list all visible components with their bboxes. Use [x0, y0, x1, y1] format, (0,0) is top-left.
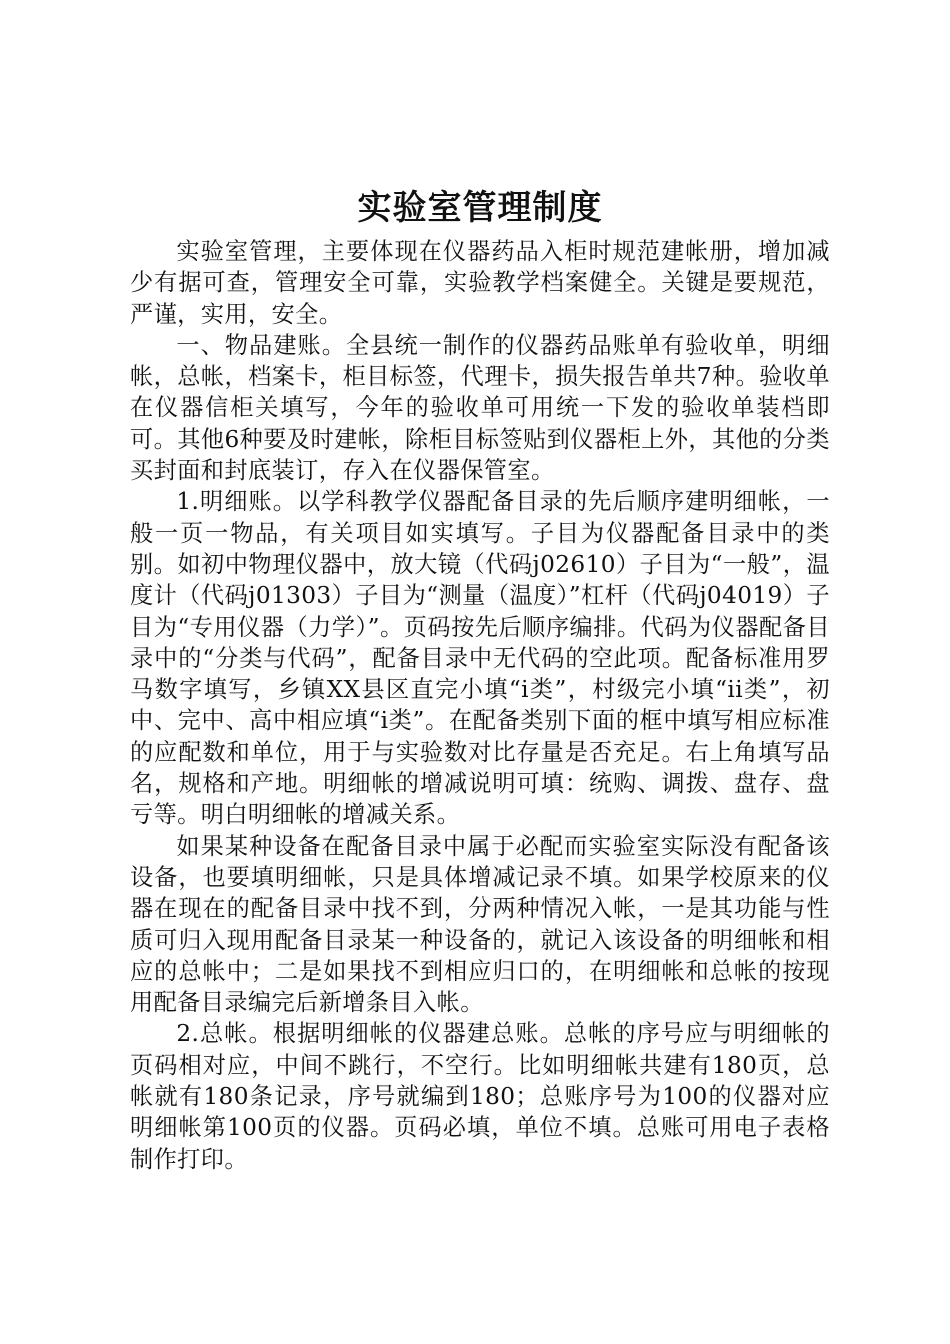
paragraph-general-ledger: 2.总帐。根据明细帐的仪器建总账。总帐的序号应与明细帐的页码相对应，中间不跳行，不空行。比如明细帐共建有180页，总帐就有180条记录，序号就编到180；总账序号为100的仪器对应明细帐第100页的仪器。页码必填，单位不填。总账可用电子表格制作打印。: [130, 1020, 830, 1173]
paragraph-detail-ledger: 1.明细账。以学科教学仪器配备目录的先后顺序建明细帐，一般一页一物品，有关项目如实填写。子目为仪器配备目录中的类别。如初中物理仪器中，放大镜（代码j02610）子目为“一般”，温度计（代码j01303）子目为“测量（温度）”杠杆（代码j04019）子目为“专用仪器（力学）”。页码按先后顺序编排。代码为仪器配备目录中的“分类与代码”，配备目录中无代码的空此项。配备标准用罗马数字填写，乡镇XX县区直完小填“i类”，村级完小填“ii类”，初中、完中、高中相应填“i类”。在配备类别下面的框中填写相应标准的应配数和单位，用于与实验数对比存量是否充足。右上角填写品名，规格和产地。明细帐的增减说明可填：统购、调拨、盘存、盘亏等。明白明细帐的增减关系。: [130, 488, 830, 829]
document-page: [130, 182, 830, 1175]
paragraph-intro: 实验室管理，主要体现在仪器药品入柜时规范建帐册，增加减少有据可查，管理安全可靠，实验教学档案健全。关键是要规范，严谨，实用，安全。: [130, 238, 830, 328]
document-title: 实验室管理制度: [357, 188, 603, 228]
paragraph-section-1: 一、物品建账。全县统一制作的仪器药品账单有验收单，明细帐，总帐，档案卡，柜目标签，代理卡，损失报告单共7种。验收单在仪器信柜关填写，今年的验收单可用统一下发的验收单装档即可。其他6种要及时建帐，除柜目标签贴到仪器柜上外，其他的分类买封面和封底装订，存入在仪器保管室。: [130, 331, 830, 485]
paragraph-missing-equipment: 如果某种设备在配备目录中属于必配而实验室实际没有配备该设备，也要填明细帐，只是具体增减记录不填。如果学校原来的仪器在现在的配备目录中找不到，分两种情况入帐，一是其功能与性质可归入现用配备目录某一种设备的，就记入该设备的明细帐和相应的总帐中；二是如果找不到相应归口的，在明细帐和总帐的按现用配备目录编完后新增条目入帐。: [130, 832, 830, 1017]
